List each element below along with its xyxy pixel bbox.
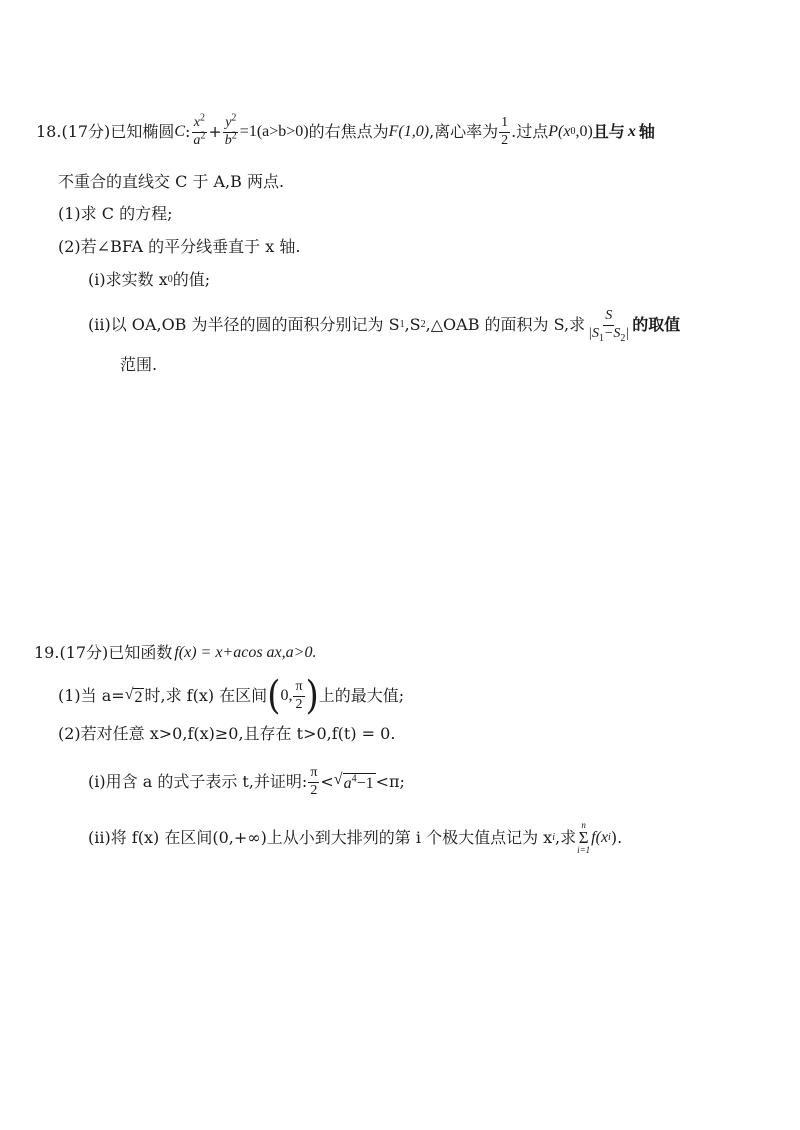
- frac-den: b: [224, 132, 232, 148]
- sqrt-arg: 2: [134, 688, 143, 706]
- part2i-end: 的值;: [172, 270, 211, 289]
- root-rest: −1: [356, 775, 374, 792]
- part2ii-text-b: ,求: [555, 828, 577, 847]
- frac-num: S: [603, 309, 614, 326]
- pass-text: .过点: [511, 122, 549, 141]
- q18-part2: (2)若∠BFA 的平分线垂直于 x 轴.: [58, 237, 301, 256]
- ellipse-name: C: [174, 123, 185, 140]
- point-p-end: ,0): [575, 123, 593, 140]
- q18-part2-ii-cont: 范围.: [120, 355, 158, 374]
- part2ii-text: (ii)以 OA,OB 为半径的圆的面积分别记为 S: [88, 315, 400, 334]
- frac-den: 2: [310, 782, 318, 798]
- root-var: a: [343, 775, 352, 792]
- exponent: 2: [200, 112, 205, 124]
- focus-text: 的右焦点为: [308, 122, 389, 141]
- exponent: 2: [231, 112, 237, 124]
- fraction-pi-2: [293, 680, 304, 712]
- q18-part2-ii: (ii)以 OA,OB 为半径的圆的面积分别记为 S 1 ,S 2 ,△OAB 的面积为 S,求 $\frac{S}{|S_1-S_2|}$ 的取值: [88, 307, 681, 344]
- subscript: 1: [598, 332, 604, 344]
- fraction-pi-2: [308, 766, 319, 798]
- exponent: 2: [200, 129, 206, 141]
- colon: :: [185, 122, 191, 141]
- x-symbol: x: [627, 123, 636, 140]
- sum-top: n: [581, 820, 586, 831]
- fraction-y2-b2: [223, 112, 239, 148]
- s2-text: ,S: [404, 315, 421, 334]
- part1-text: (1)当 a=: [58, 686, 125, 705]
- sum-term-end: ).: [610, 828, 623, 847]
- q18-part2-i: (i)求实数 x 0 的值;: [88, 270, 211, 289]
- part1-text-c: 上的最大值;: [318, 686, 405, 705]
- sqrt-a4-minus-1: √ $a^4-1$: [333, 771, 374, 792]
- part2i-text: (i)求实数 x: [88, 270, 168, 289]
- axis-word: 轴: [638, 122, 655, 141]
- part2ii-text-c: 的取值: [632, 315, 681, 334]
- fraction-x2-a2: [191, 112, 207, 148]
- function-definition: f(x) = x+acos ax,a>0.: [174, 644, 317, 661]
- and-text: 且与: [592, 122, 625, 141]
- ellipse-condition: =1(a>b>0): [239, 123, 309, 140]
- q19-intro: 已知函数: [108, 643, 173, 662]
- q18-part1: (1)求 C 的方程;: [58, 204, 173, 223]
- q19-part2: (2)若对任意 x>0,f(x)≥0,且存在 t>0,f(t) = 0.: [58, 724, 396, 743]
- frac-num: π: [293, 680, 304, 697]
- frac-den: a: [193, 132, 201, 148]
- q19-number: 19.: [34, 643, 60, 662]
- part2ii-text-b: ,△OAB 的面积为 S,求: [425, 315, 586, 334]
- sum-bottom: i=1: [577, 844, 591, 855]
- plus-sign: +: [208, 122, 222, 141]
- q18-line2: 不重合的直线交 C 于 A,B 两点.: [58, 172, 285, 191]
- q19-part2-ii: (ii)将 f(x) 在区间(0,+∞)上从小到大排列的第 i 个极大值点记为 x i ,求 n Σ i=1 f(x i ).: [88, 820, 623, 855]
- subscript: 2: [620, 332, 626, 344]
- exponent: 4: [351, 773, 357, 785]
- exponent: 2: [231, 129, 237, 141]
- part2i-end: <π;: [375, 772, 405, 791]
- q19-part2-i: [88, 762, 405, 802]
- den-part: |: [625, 325, 630, 341]
- interval-zero: 0,: [280, 687, 293, 704]
- q18-number: 18.: [36, 122, 62, 141]
- part2i-text: (i)用含 a 的式子表示 t,并证明:: [88, 772, 308, 791]
- left-paren-glyph: (: [267, 673, 281, 719]
- frac-num: x: [193, 114, 200, 130]
- frac-num: 1: [499, 116, 510, 133]
- eccentricity-text: ,离心率为: [429, 122, 499, 141]
- fraction-s-ratio: [586, 307, 631, 344]
- sqrt-expression: √ 2: [124, 685, 143, 706]
- frac-num: π: [308, 766, 319, 783]
- q18-line1: 18. (17分) 已知椭圆 C : $\frac{x^2}{a^2}$ + $\frac{y^2}{b^2}$ =1(a>b>0) 的右焦点为 F(1,0) ,离心率为 $\frac{1}{2}$ .过点 P(x 0 ,0) 且与 x 轴: [36, 112, 655, 148]
- den-part: −S: [603, 325, 621, 341]
- q19-line1: [34, 645, 316, 661]
- den-part: |S: [588, 325, 599, 341]
- right-paren-glyph: ): [305, 673, 319, 719]
- q18-points: (17分): [61, 122, 111, 141]
- frac-den: 2: [501, 132, 509, 148]
- fraction-one-half: [499, 116, 510, 148]
- summation-symbol: n Σ i=1: [577, 820, 591, 855]
- frac-den: 2: [295, 696, 303, 712]
- sum-term: f(x: [591, 829, 609, 846]
- q19-part1: [58, 673, 405, 719]
- less-than: <: [320, 772, 334, 791]
- q19-points: (17分): [59, 643, 109, 662]
- part1-text-b: 时,求 f(x) 在区间: [144, 686, 268, 705]
- q18-intro: 已知椭圆: [110, 122, 175, 141]
- point-p: P(x: [548, 123, 571, 140]
- part2ii-text: (ii)将 f(x) 在区间(0,+∞)上从小到大排列的第 i 个极大值点记为 x: [88, 828, 553, 847]
- focus-point: F(1,0): [388, 123, 430, 140]
- frac-num: y: [225, 114, 232, 130]
